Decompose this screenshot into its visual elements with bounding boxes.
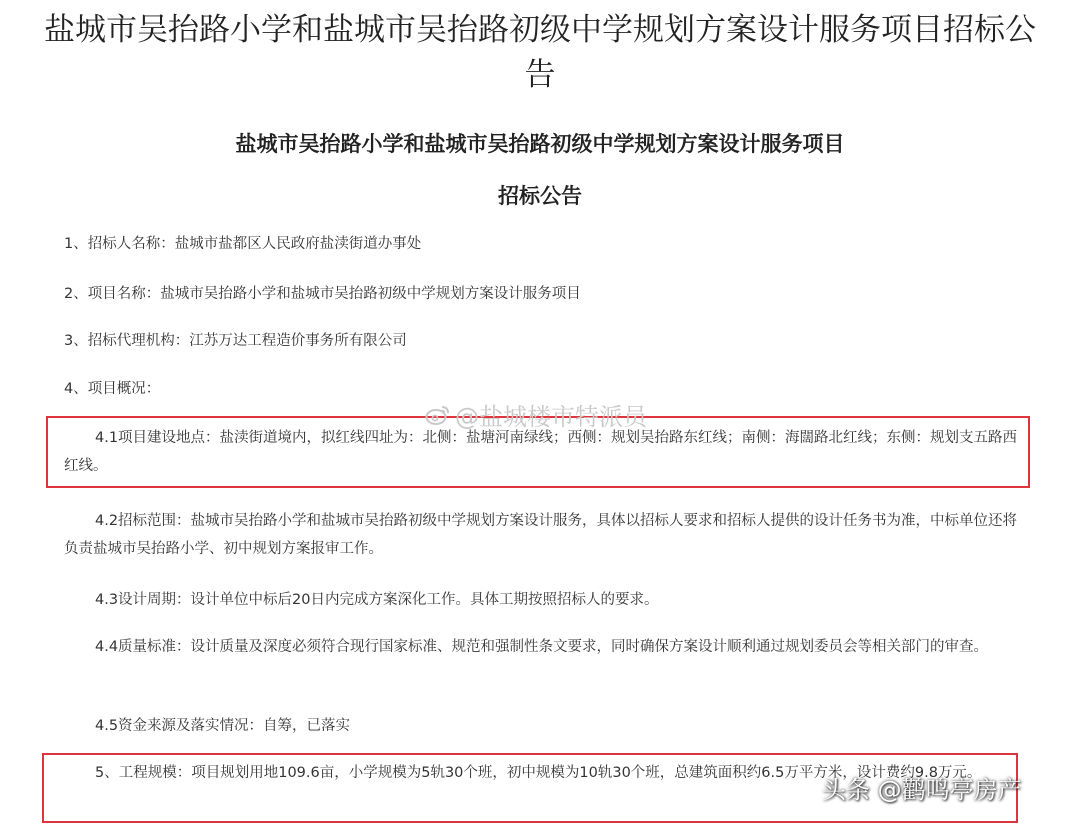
item-agency: 3、招标代理机构：江苏万达工程造价事务所有限公司 bbox=[64, 333, 407, 349]
weibo-watermark bbox=[425, 397, 647, 432]
weibo-icon bbox=[425, 404, 451, 426]
item-project-overview: 4、项目概况： bbox=[64, 381, 161, 397]
page-title: 盐城市吴抬路小学和盐城市吴抬路初级中学规划方案设计服务项目招标公告 bbox=[44, 12, 1036, 93]
weibo-watermark-text: @盐城楼市特派员 bbox=[455, 403, 647, 431]
item-project-name: 2、项目名称：盐城市吴抬路小学和盐城市吴抬路初级中学规划方案设计服务项目 bbox=[64, 286, 581, 302]
item-design-period: 4.3设计周期：设计单位中标后20日内完成方案深化工作。具体工期按照招标人的要求。 bbox=[95, 592, 659, 608]
item-bidder-name: 1、招标人名称：盐城市盐都区人民政府盐渎街道办事处 bbox=[64, 236, 422, 252]
item-funding: 4.5资金来源及落实情况：自筹，已落实 bbox=[95, 718, 351, 734]
toutiao-watermark: 头条 @鹳鸣亭房产 bbox=[822, 776, 1022, 804]
document-subheading: 招标公告 bbox=[498, 184, 582, 208]
item-scope: 4.2招标范围：盐城市吴抬路小学和盐城市吴抬路初级中学规划方案设计服务，具体以招标人要求和招标人提供的设计任务书为准，中标单位还将负责盐城市吴抬路小学、初中规划方案报审工作。 bbox=[64, 513, 1018, 557]
item-construction-site: 4.1项目建设地点：盐渎街道境内，拟红线四址为：北侧：盐塘河南绿线；西侧：规划吴抬路东红线；南侧：海闊路北红线；东侧：规划支五路西红线。 bbox=[64, 430, 1018, 474]
item-quality-standard: 4.4质量标准：设计质量及深度必须符合现行国家标准、规范和强制性条文要求，同时确保方案设计顺利通过规划委员会等相关部门的审查。 bbox=[95, 639, 989, 655]
document-heading: 盐城市吴抬路小学和盐城市吴抬路初级中学规划方案设计服务项目 bbox=[235, 132, 845, 156]
item-project-scale: 5、工程规模：项目规划用地109.6亩，小学规模为5轨30个班，初中规模为10轨30个班，总建筑面积约6.5万平方米，设计费约9.8万元。 bbox=[95, 765, 982, 781]
